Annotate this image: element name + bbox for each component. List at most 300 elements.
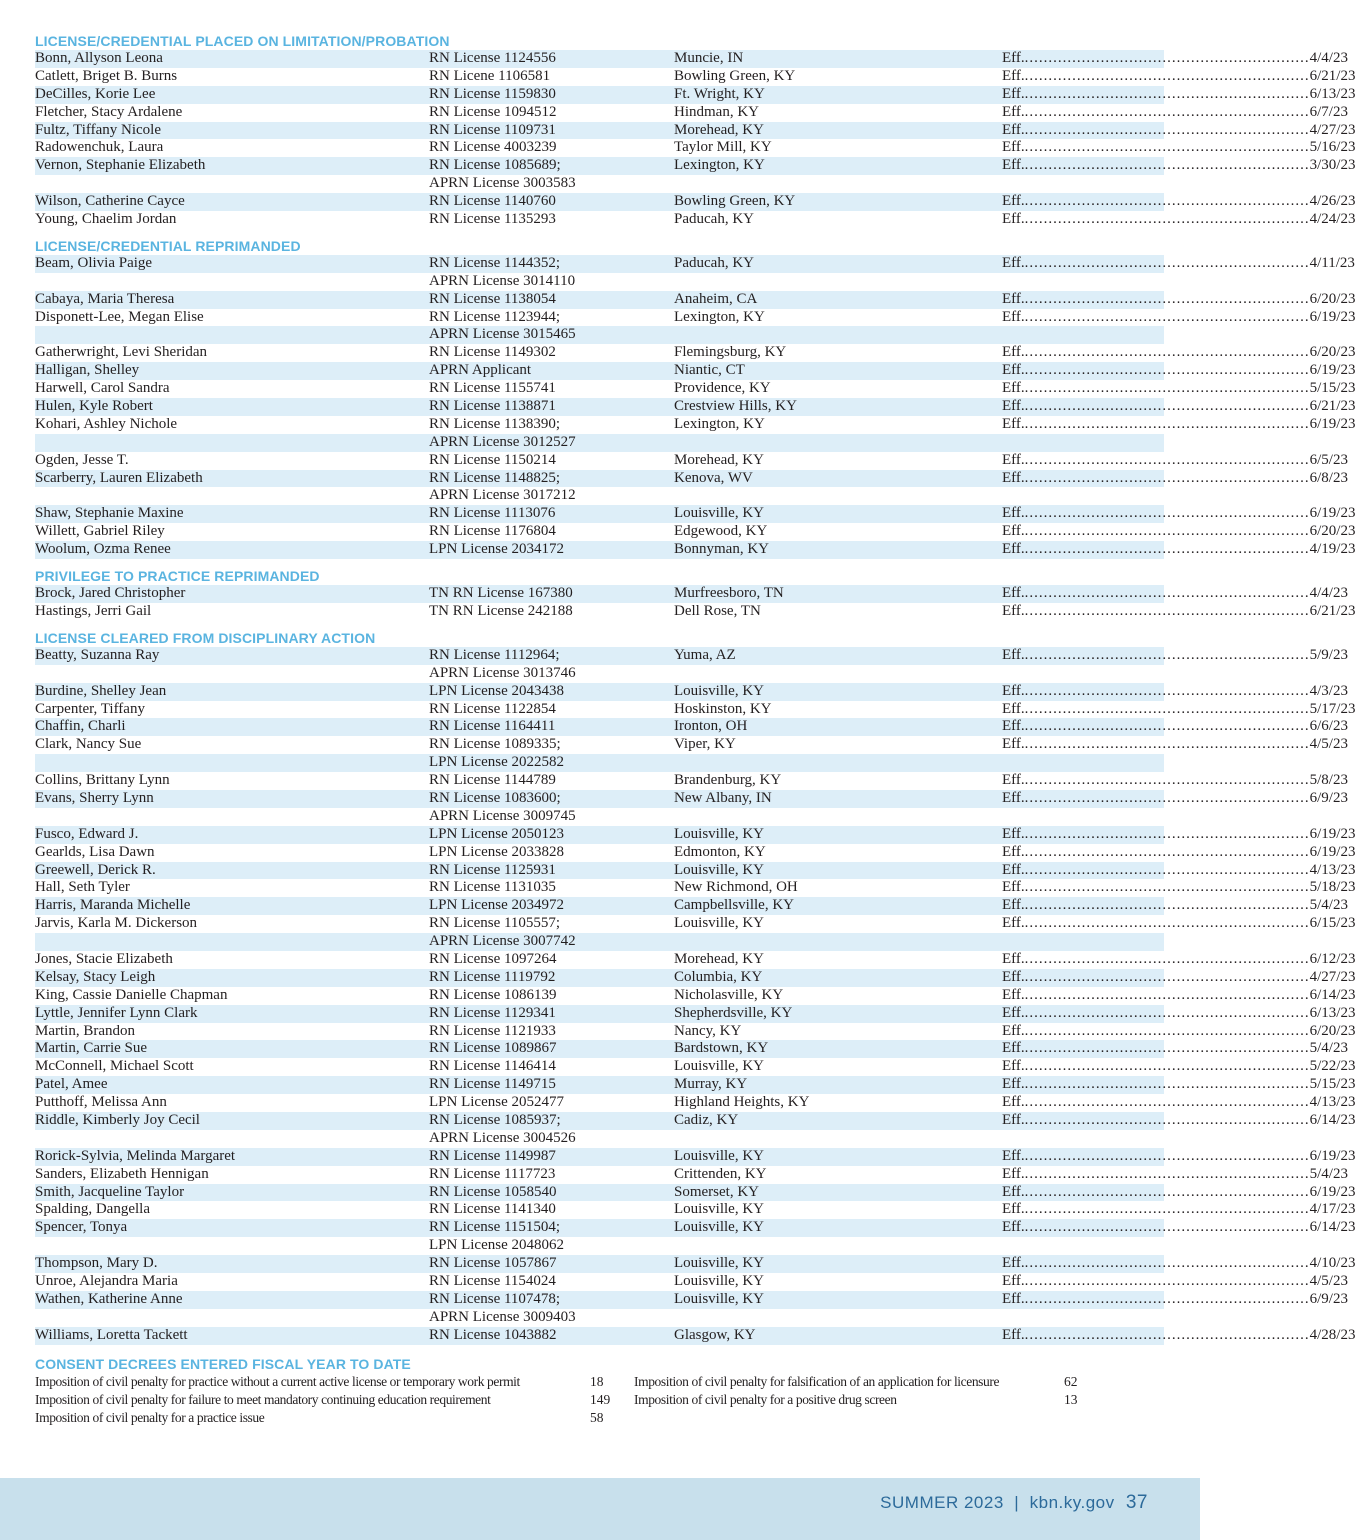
location: Somerset, KY	[674, 1183, 759, 1200]
entry-row	[35, 451, 1348, 470]
dot-leader: ............................................................	[1024, 1255, 1310, 1272]
license-number: RN Licene 1106581	[429, 67, 551, 84]
effective-date-value: 6/20/23	[1309, 344, 1355, 361]
entry-row	[35, 1058, 1355, 1076]
location: Louisville, KY	[674, 1290, 764, 1307]
licensee-name: Harwell, Carol Sandra	[35, 380, 170, 397]
location: Louisville, KY	[674, 1147, 764, 1164]
effective-date-value: 5/4/23	[1309, 897, 1348, 914]
effective-date-value: 6/20/23	[1309, 523, 1355, 540]
effective-date	[1002, 469, 1348, 488]
entry-row	[35, 469, 1348, 488]
entry-row	[35, 1130, 1164, 1148]
effective-date-value: 6/20/23	[1309, 1022, 1355, 1039]
licensee-name: Cabaya, Maria Theresa	[35, 290, 175, 307]
effective-date-value: 5/4/23	[1309, 1165, 1348, 1182]
dot-leader: ............................................................	[1024, 1111, 1310, 1128]
location: Bardstown, KY	[674, 1040, 769, 1057]
dot-leader: ............................................................	[1024, 718, 1310, 735]
location: Lexington, KY	[674, 157, 765, 174]
entry-row	[35, 175, 1164, 193]
effective-date-value: 4/13/23	[1309, 1094, 1355, 1111]
dot-leader: ............................................................	[1024, 879, 1310, 896]
licensee-name: Halligan, Shelley	[35, 362, 140, 379]
effective-date	[1002, 897, 1348, 915]
license-number: APRN License 3004526	[429, 1129, 576, 1146]
licensee-name: McConnell, Michael Scott	[35, 1058, 194, 1075]
dot-leader: ............................................................	[1024, 986, 1310, 1003]
effective-date	[1002, 85, 1355, 104]
effective-label: Eff.	[1002, 1165, 1025, 1182]
dot-leader: ............................................................	[1024, 602, 1310, 619]
effective-date-value: 4/19/23	[1309, 541, 1355, 558]
license-number: RN License 1154024	[429, 1273, 556, 1289]
licensee-name: Martin, Brandon	[35, 1022, 135, 1039]
effective-date	[1002, 646, 1348, 665]
license-number: RN License 1057867	[429, 1255, 557, 1272]
license-number: RN License 1119792	[429, 968, 556, 985]
effective-date-value: 6/20/23	[1309, 290, 1355, 307]
dot-leader: ............................................................	[1024, 193, 1310, 210]
effective-date	[1002, 1004, 1355, 1023]
effective-date-value: 6/19/23	[1309, 415, 1355, 432]
footer-issue: SUMMER 2023	[880, 1493, 1004, 1512]
effective-date-value: 6/19/23	[1309, 505, 1355, 522]
licensee-name: Gatherwright, Levi Sheridan	[35, 344, 208, 361]
licensee-name: Lyttle, Jennifer Lynn Clark	[35, 1004, 198, 1021]
location: Louisville, KY	[674, 861, 764, 878]
entry-row	[35, 1022, 1355, 1041]
effective-date	[1002, 1040, 1348, 1058]
effective-date	[1002, 415, 1355, 434]
license-number: RN License 1135293	[429, 211, 556, 228]
dot-leader: ............................................................	[1024, 121, 1310, 138]
location: Louisville, KY	[674, 1058, 764, 1075]
dot-leader: ............................................................	[1024, 85, 1310, 102]
effective-label: Eff.	[1002, 772, 1025, 789]
dot-leader: ............................................................	[1024, 1201, 1310, 1218]
license-number: RN License 1164411	[429, 718, 556, 735]
page-number: 37	[1125, 1492, 1148, 1513]
dot-leader: ............................................................	[1024, 1058, 1310, 1075]
license-number: RN License 1109731	[429, 121, 556, 138]
section-entries	[35, 585, 1355, 621]
license-number: RN License 1125931	[429, 861, 556, 878]
effective-date-value: 4/3/23	[1309, 682, 1348, 699]
license-number: RN License 1089867	[429, 1040, 557, 1057]
licensee-name: Willett, Gabriel Riley	[35, 523, 165, 540]
license-number: RN License 1085937;	[429, 1111, 561, 1128]
effective-label: Eff.	[1002, 736, 1025, 753]
effective-date-value: 6/19/23	[1309, 1147, 1355, 1164]
dot-leader: ............................................................	[1024, 103, 1310, 120]
entry-row	[35, 362, 1355, 380]
license-number: RN License 1129341	[429, 1004, 556, 1021]
licensee-name: Jones, Stacie Elizabeth	[35, 950, 173, 967]
effective-date-value: 6/5/23	[1309, 451, 1348, 468]
dot-leader: ............................................................	[1024, 789, 1310, 806]
dot-leader: ............................................................	[1024, 67, 1310, 84]
entry-row	[35, 933, 1164, 951]
effective-label: Eff.	[1002, 415, 1025, 432]
licensee-name: Carpenter, Tiffany	[35, 700, 145, 717]
effective-date-value: 6/14/23	[1309, 1111, 1355, 1128]
location: Campbellsville, KY	[674, 897, 794, 914]
location: Louisville, KY	[674, 682, 764, 699]
licensee-name: Rorick-Sylvia, Melinda Margaret	[35, 1147, 236, 1164]
license-number: RN License 1107478;	[429, 1290, 561, 1307]
footer-site-link[interactable]: kbn.ky.gov	[1029, 1493, 1115, 1512]
location: Taylor Mill, KY	[674, 139, 772, 156]
dot-leader: ............................................................	[1024, 362, 1310, 379]
effective-date-value: 5/15/23	[1309, 1076, 1355, 1093]
effective-label: Eff.	[1002, 718, 1025, 735]
effective-date	[1002, 67, 1355, 86]
effective-date	[1002, 879, 1355, 897]
effective-label: Eff.	[1002, 1290, 1025, 1307]
effective-date	[1002, 1255, 1355, 1273]
license-number: RN License 1138390;	[429, 415, 561, 432]
entry-row	[35, 1165, 1348, 1184]
page-footer	[0, 1478, 1200, 1540]
entry-row	[35, 736, 1348, 754]
license-number: LPN License 2050123	[429, 825, 564, 842]
effective-label: Eff.	[1002, 968, 1025, 985]
dot-leader: ............................................................	[1024, 139, 1310, 156]
effective-date	[1002, 986, 1355, 1005]
location: Lexington, KY	[674, 308, 765, 325]
effective-label: Eff.	[1002, 398, 1025, 415]
license-number: RN License 1122854	[429, 700, 556, 717]
license-number: RN License 1105557;	[429, 915, 561, 932]
dot-leader: ............................................................	[1024, 1004, 1310, 1021]
effective-date-value: 4/5/23	[1309, 1273, 1348, 1289]
entry-row	[35, 843, 1355, 862]
licensee-name: Fusco, Edward J.	[35, 825, 139, 842]
licensee-name: Harris, Maranda Michelle	[35, 897, 191, 914]
location: Louisville, KY	[674, 1273, 764, 1289]
dot-leader: ............................................................	[1024, 415, 1310, 432]
license-number: RN License 1121933	[429, 1022, 556, 1039]
licensee-name: Clark, Nancy Sue	[35, 736, 142, 753]
dot-leader: ............................................................	[1024, 843, 1310, 860]
licensee-name: Bonn, Allyson Leona	[35, 50, 163, 66]
effective-date	[1002, 968, 1355, 987]
licensee-name: Catlett, Briget B. Burns	[35, 67, 178, 84]
license-number: APRN License 3015465	[429, 326, 576, 343]
entry-row	[35, 754, 1164, 772]
location: Crestview Hills, KY	[674, 398, 797, 415]
location: Highland Heights, KY	[674, 1094, 810, 1111]
licensee-name: Hall, Seth Tyler	[35, 879, 130, 896]
location: Louisville, KY	[674, 1255, 764, 1272]
licensee-name: Thompson, Mary D.	[35, 1255, 158, 1272]
location: Nancy, KY	[674, 1022, 742, 1039]
effective-date-value: 3/30/23	[1309, 157, 1355, 174]
location: Kenova, WV	[674, 469, 753, 486]
entry-row	[35, 665, 1164, 683]
consent-decrees	[35, 1355, 1164, 1427]
location: Niantic, CT	[674, 362, 745, 379]
effective-date-value: 4/11/23	[1309, 254, 1355, 271]
location: Ironton, OH	[674, 718, 748, 735]
effective-label: Eff.	[1002, 362, 1025, 379]
effective-date	[1002, 398, 1355, 416]
effective-label: Eff.	[1002, 505, 1025, 522]
effective-date	[1002, 700, 1355, 719]
consent-item-label: Imposition of civil penalty for a positive drug screen	[634, 1391, 897, 1407]
entry-row	[35, 254, 1355, 273]
effective-label: Eff.	[1002, 308, 1025, 325]
license-number: APRN License 3014110	[429, 272, 576, 289]
dot-leader: ............................................................	[1024, 736, 1310, 753]
effective-label: Eff.	[1002, 825, 1025, 842]
licensee-name: Beam, Olivia Paige	[35, 254, 153, 271]
dot-leader: ............................................................	[1024, 950, 1310, 967]
effective-date	[1002, 505, 1355, 523]
effective-date	[1002, 1076, 1355, 1094]
entry-row	[35, 273, 1164, 291]
effective-label: Eff.	[1002, 193, 1025, 210]
license-number: RN License 1097264	[429, 950, 557, 967]
effective-label: Eff.	[1002, 1094, 1025, 1111]
licensee-name: Kelsay, Stacy Leigh	[35, 968, 156, 985]
effective-label: Eff.	[1002, 950, 1025, 967]
consent-item-label: Imposition of civil penalty for practice without a current active license or temporary work permit	[35, 1373, 520, 1389]
entry-row	[35, 700, 1355, 719]
effective-label: Eff.	[1002, 1040, 1025, 1057]
effective-label: Eff.	[1002, 843, 1025, 860]
effective-date	[1002, 1165, 1348, 1184]
entry-row	[35, 85, 1355, 104]
dot-leader: ............................................................	[1024, 50, 1310, 66]
licensee-name: Brock, Jared Christopher	[35, 585, 186, 602]
effective-date	[1002, 193, 1355, 211]
effective-label: Eff.	[1002, 986, 1025, 1003]
location: Shepherdsville, KY	[674, 1004, 793, 1021]
license-number: RN License 4003239	[429, 139, 557, 156]
location: Louisville, KY	[674, 825, 764, 842]
effective-date-value: 6/21/23	[1309, 602, 1355, 619]
license-number: RN License 1149715	[429, 1076, 556, 1093]
consent-item-label: Imposition of civil penalty for failure to meet mandatory continuing education requirement	[35, 1391, 491, 1407]
effective-label: Eff.	[1002, 121, 1025, 138]
location: Dell Rose, TN	[674, 602, 761, 619]
effective-date	[1002, 380, 1355, 398]
effective-date	[1002, 1022, 1355, 1041]
license-number: RN License 1144352;	[429, 254, 561, 271]
license-number: LPN License 2043438	[429, 682, 564, 699]
effective-date	[1002, 103, 1348, 122]
effective-date	[1002, 157, 1355, 175]
licensee-name: Collins, Brittany Lynn	[35, 772, 170, 789]
effective-date-value: 4/5/23	[1309, 736, 1348, 753]
consent-item-count: 18	[590, 1373, 604, 1389]
dot-leader: ............................................................	[1024, 469, 1310, 486]
effective-date-value: 6/15/23	[1309, 915, 1355, 932]
effective-label: Eff.	[1002, 1147, 1025, 1164]
location: Providence, KY	[674, 380, 771, 397]
location: Paducah, KY	[674, 254, 754, 271]
entry-row	[35, 290, 1355, 309]
entry-row	[35, 915, 1355, 933]
consent-item-label: Imposition of civil penalty for falsification of an application for licensure	[634, 1373, 1000, 1389]
entry-row	[35, 1273, 1348, 1291]
licensee-name: Shaw, Stephanie Maxine	[35, 505, 184, 522]
disciplinary-actions-content	[35, 32, 1355, 1427]
entry-row	[35, 1147, 1355, 1166]
effective-date	[1002, 789, 1348, 808]
licensee-name: Wilson, Catherine Cayce	[35, 193, 185, 210]
effective-date-value: 6/14/23	[1309, 1219, 1355, 1236]
entry-row	[35, 1040, 1348, 1058]
location: Louisville, KY	[674, 1201, 764, 1218]
effective-label: Eff.	[1002, 541, 1025, 558]
license-number: APRN License 3003583	[429, 175, 576, 192]
effective-label: Eff.	[1002, 915, 1025, 932]
licensee-name: Fultz, Tiffany Nicole	[35, 121, 161, 138]
effective-date	[1002, 1326, 1355, 1345]
entry-row	[35, 968, 1355, 987]
license-number: LPN License 2033828	[429, 843, 564, 860]
license-number: LPN License 2048062	[429, 1237, 564, 1254]
license-number: RN License 1089335;	[429, 736, 561, 753]
location: Glasgow, KY	[674, 1326, 756, 1343]
effective-date	[1002, 50, 1348, 68]
entry-row	[35, 986, 1355, 1005]
licensee-name: Unroe, Alejandra Maria	[35, 1273, 178, 1289]
entry-row	[35, 505, 1355, 523]
location: Columbia, KY	[674, 968, 763, 985]
effective-date	[1002, 915, 1355, 933]
effective-date-value: 6/13/23	[1309, 1004, 1355, 1021]
effective-label: Eff.	[1002, 1255, 1025, 1272]
effective-date-value: 6/21/23	[1309, 398, 1355, 415]
location: Murfreesboro, TN	[674, 585, 784, 602]
location: Bowling Green, KY	[674, 67, 796, 84]
consent-item-count: 58	[590, 1409, 604, 1425]
dot-leader: ............................................................	[1024, 1147, 1310, 1164]
licensee-name: Hulen, Kyle Robert	[35, 398, 153, 415]
effective-label: Eff.	[1002, 50, 1025, 66]
effective-date-value: 4/28/23	[1309, 1326, 1355, 1343]
dot-leader: ............................................................	[1024, 1219, 1310, 1236]
effective-date	[1002, 1183, 1355, 1202]
entry-row	[35, 950, 1355, 969]
consent-item-count: 13	[1064, 1391, 1078, 1407]
location: Bonnyman, KY	[674, 541, 769, 558]
location: Louisville, KY	[674, 1219, 764, 1236]
effective-label: Eff.	[1002, 1022, 1025, 1039]
effective-date	[1002, 1201, 1355, 1219]
license-number: APRN License 3009403	[429, 1308, 576, 1325]
consent-item-count: 149	[590, 1391, 611, 1407]
dot-leader: ............................................................	[1024, 1040, 1310, 1057]
licensee-name: Chaffin, Charli	[35, 718, 126, 735]
license-number: TN RN License 242188	[429, 602, 573, 619]
dot-leader: ............................................................	[1024, 682, 1310, 699]
licensee-name: DeCilles, Korie Lee	[35, 85, 156, 102]
effective-date-value: 5/16/23	[1309, 139, 1355, 156]
effective-date	[1002, 736, 1348, 754]
license-number: RN License 1117723	[429, 1165, 556, 1182]
license-number: APRN License 3007742	[429, 933, 576, 950]
location: Cadiz, KY	[674, 1111, 739, 1128]
dot-leader: ............................................................	[1024, 915, 1310, 932]
licensee-name: Young, Chaelim Jordan	[35, 211, 177, 228]
effective-date	[1002, 1111, 1355, 1130]
section-title: LICENSE CLEARED FROM DISCIPLINARY ACTION	[35, 629, 376, 646]
effective-date	[1002, 1058, 1355, 1076]
effective-date-value: 4/27/23	[1309, 121, 1355, 138]
license-number: RN License 1113076	[429, 505, 556, 522]
dot-leader: ............................................................	[1024, 825, 1310, 842]
license-number: RN License 1086139	[429, 986, 557, 1003]
entry-row	[35, 1004, 1355, 1023]
entry-row	[35, 434, 1164, 452]
entry-row	[35, 585, 1348, 603]
license-number: RN License 1150214	[429, 451, 556, 468]
effective-date	[1002, 139, 1355, 157]
licensee-name: Radowenchuk, Laura	[35, 139, 164, 156]
dot-leader: ............................................................	[1024, 968, 1310, 985]
location: Morehead, KY	[674, 121, 764, 138]
dot-leader: ............................................................	[1024, 254, 1310, 271]
effective-label: Eff.	[1002, 879, 1025, 896]
effective-label: Eff.	[1002, 254, 1025, 271]
effective-date-value: 6/21/23	[1309, 67, 1355, 84]
dot-leader: ............................................................	[1024, 1273, 1310, 1289]
license-number: RN License 1140760	[429, 193, 556, 210]
effective-label: Eff.	[1002, 646, 1025, 663]
license-number: RN License 1112964;	[429, 646, 560, 663]
location: Crittenden, KY	[674, 1165, 767, 1182]
licensee-name: Ogden, Jesse T.	[35, 451, 129, 468]
dot-leader: ............................................................	[1024, 344, 1310, 361]
license-number: LPN License 2034172	[429, 541, 564, 558]
footer-text	[880, 1492, 1148, 1514]
effective-date-value: 5/4/23	[1309, 1040, 1348, 1057]
effective-label: Eff.	[1002, 103, 1025, 120]
section-title: LICENSE/CREDENTIAL PLACED ON LIMITATION/PROBATION	[35, 33, 450, 49]
effective-date-value: 6/13/23	[1309, 85, 1355, 102]
effective-label: Eff.	[1002, 1183, 1025, 1200]
effective-date	[1002, 451, 1348, 470]
effective-label: Eff.	[1002, 1273, 1025, 1289]
effective-label: Eff.	[1002, 789, 1025, 806]
effective-date-value: 4/24/23	[1309, 211, 1355, 228]
dot-leader: ............................................................	[1024, 1290, 1310, 1307]
effective-date	[1002, 290, 1355, 309]
location: Flemingsburg, KY	[674, 344, 787, 361]
effective-date-value: 6/9/23	[1309, 1290, 1348, 1307]
license-number: RN License 1131035	[429, 879, 556, 896]
effective-label: Eff.	[1002, 344, 1025, 361]
entry-row	[35, 772, 1348, 790]
entry-row	[35, 1094, 1355, 1112]
dot-leader: ............................................................	[1024, 646, 1310, 663]
entry-row	[35, 326, 1164, 344]
license-number: RN License 1043882	[429, 1326, 557, 1343]
licensee-name: Evans, Sherry Lynn	[35, 789, 154, 806]
location: Louisville, KY	[674, 505, 764, 522]
entry-row	[35, 602, 1355, 621]
effective-label: Eff.	[1002, 469, 1025, 486]
licensee-name: Martin, Carrie Sue	[35, 1040, 148, 1057]
location: Murray, KY	[674, 1076, 748, 1093]
effective-date	[1002, 825, 1355, 844]
effective-label: Eff.	[1002, 211, 1025, 228]
